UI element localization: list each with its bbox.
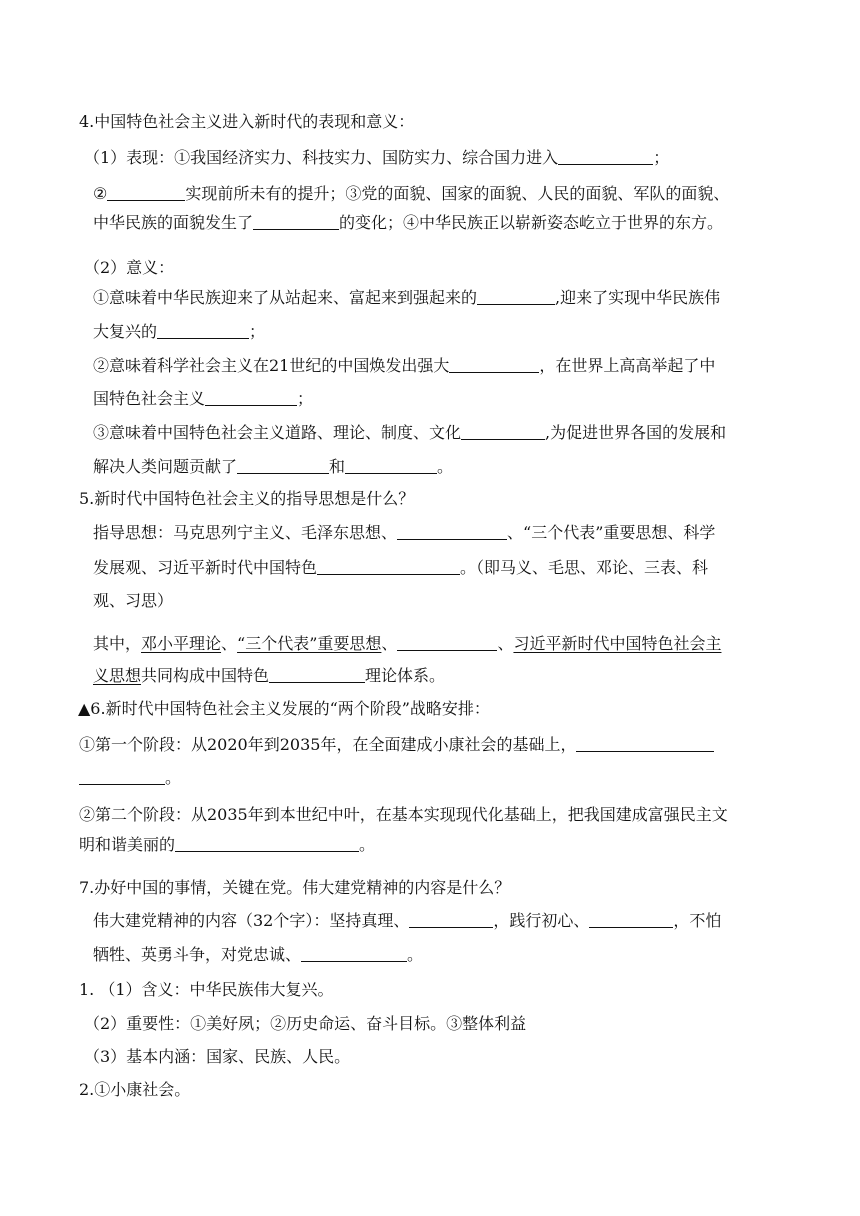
q4-significance-3-line-2: 解决人类问题贡献了 和 。 <box>93 457 454 476</box>
fill-blank[interactable] <box>397 633 497 651</box>
fill-blank[interactable] <box>589 910 673 928</box>
fill-blank[interactable] <box>301 944 407 962</box>
q4-performance-line-3: 中华民族的面貌发生了 的变化；④中华民族正以崭新姿态屹立于世界的东方。 <box>93 213 724 232</box>
answer-2: 2.①小康社会。 <box>79 1080 191 1099</box>
q6-stage-2-line-2: 明和谐美丽的 。 <box>79 835 376 854</box>
q4-significance-2-line-1: ②意味着科学社会主义在21世纪的中国焕发出强大 ，在世界上高高举起了中 <box>93 356 716 375</box>
fill-blank[interactable] <box>79 767 165 785</box>
answer-1: 1. （1）含义：中华民族伟大复兴。 <box>79 980 334 999</box>
q4-significance-3-line-1: ③意味着中国特色社会主义道路、理论、制度、文化 ,为促进世界各国的发展和 <box>93 423 727 442</box>
q4-title: 4.中国特色社会主义进入新时代的表现和意义： <box>79 112 415 131</box>
fill-blank[interactable] <box>175 834 359 852</box>
q5-line-5: 义思想共同构成中国特色 理论体系。 <box>93 666 446 685</box>
q4-significance-1-line-2: 大复兴的 ； <box>93 322 266 341</box>
q7-line-1: 伟大建党精神的内容（32个字）：坚持真理、 ，践行初心、 ，不怕 <box>93 911 722 930</box>
q6-title: ▲6.新时代中国特色社会主义发展的“两个阶段”战略安排： <box>78 699 490 718</box>
fill-blank[interactable] <box>269 665 365 683</box>
fill-blank[interactable] <box>345 456 437 474</box>
q4-significance-2-line-2: 国特色社会主义 ； <box>93 389 314 408</box>
fill-blank[interactable] <box>205 388 297 406</box>
fill-blank[interactable] <box>576 734 714 752</box>
fill-blank[interactable] <box>558 147 653 165</box>
q4-performance-line-2: ② 实现前所未有的提升；③党的面貌、国家的面貌、人民的面貌、军队的面貌、 <box>93 184 730 203</box>
q5-line-1: 指导思想：马克思列宁主义、毛泽东思想、 、“三个代表”重要思想、科学 <box>93 523 716 542</box>
fill-blank[interactable] <box>461 422 545 440</box>
fill-blank[interactable] <box>409 910 493 928</box>
fill-blank[interactable] <box>397 522 507 540</box>
q7-title: 7.办好中国的事情，关键在党。伟大建党精神的内容是什么？ <box>79 878 511 897</box>
fill-blank[interactable] <box>317 557 460 575</box>
q7-line-2: 牺牲、英勇斗争，对党忠诚、 。 <box>93 945 424 964</box>
answer-1-importance: （2）重要性：①美好夙；②历史命运、奋斗目标。③整体利益 <box>84 1014 527 1033</box>
fill-blank[interactable] <box>157 321 249 339</box>
q6-stage-1-line-2: 。 <box>79 767 181 789</box>
q5-line-4: 其中，邓小平理论、“三个代表”重要思想、 、习近平新时代中国特色社会主 <box>93 634 722 653</box>
fill-blank[interactable] <box>253 212 339 230</box>
fill-blank[interactable] <box>477 287 555 305</box>
answer-1-connotation: （3）基本内涵：国家、民族、人民。 <box>84 1047 351 1066</box>
q4-significance-heading: （2）意义： <box>84 258 175 277</box>
q6-stage-1-line-1: ①第一个阶段：从2020年到2035年，在全面建成小康社会的基础上， <box>79 734 714 756</box>
fill-blank[interactable] <box>449 355 539 373</box>
fill-blank[interactable] <box>237 456 329 474</box>
q6-stage-2-line-1: ②第二个阶段：从2035年到本世纪中叶，在基本实现现代化基础上，把我国建成富强民主文 <box>79 805 728 824</box>
q5-line-2: 发展观、习近平新时代中国特色 。（即马义、毛思、邓论、三表、科 <box>93 558 709 577</box>
q4-significance-1-line-1: ①意味着中华民族迎来了从站起来、富起来到强起来的 ,迎来了实现中华民族伟 <box>93 288 721 307</box>
q4-performance-line-1: （1）表现：①我国经济实力、科技实力、国防实力、综合国力进入 ； <box>84 148 670 167</box>
q5-title: 5.新时代中国特色社会主义的指导思想是什么？ <box>79 489 415 508</box>
fill-blank[interactable] <box>107 183 185 201</box>
q5-line-3: 观、习思） <box>93 591 174 610</box>
